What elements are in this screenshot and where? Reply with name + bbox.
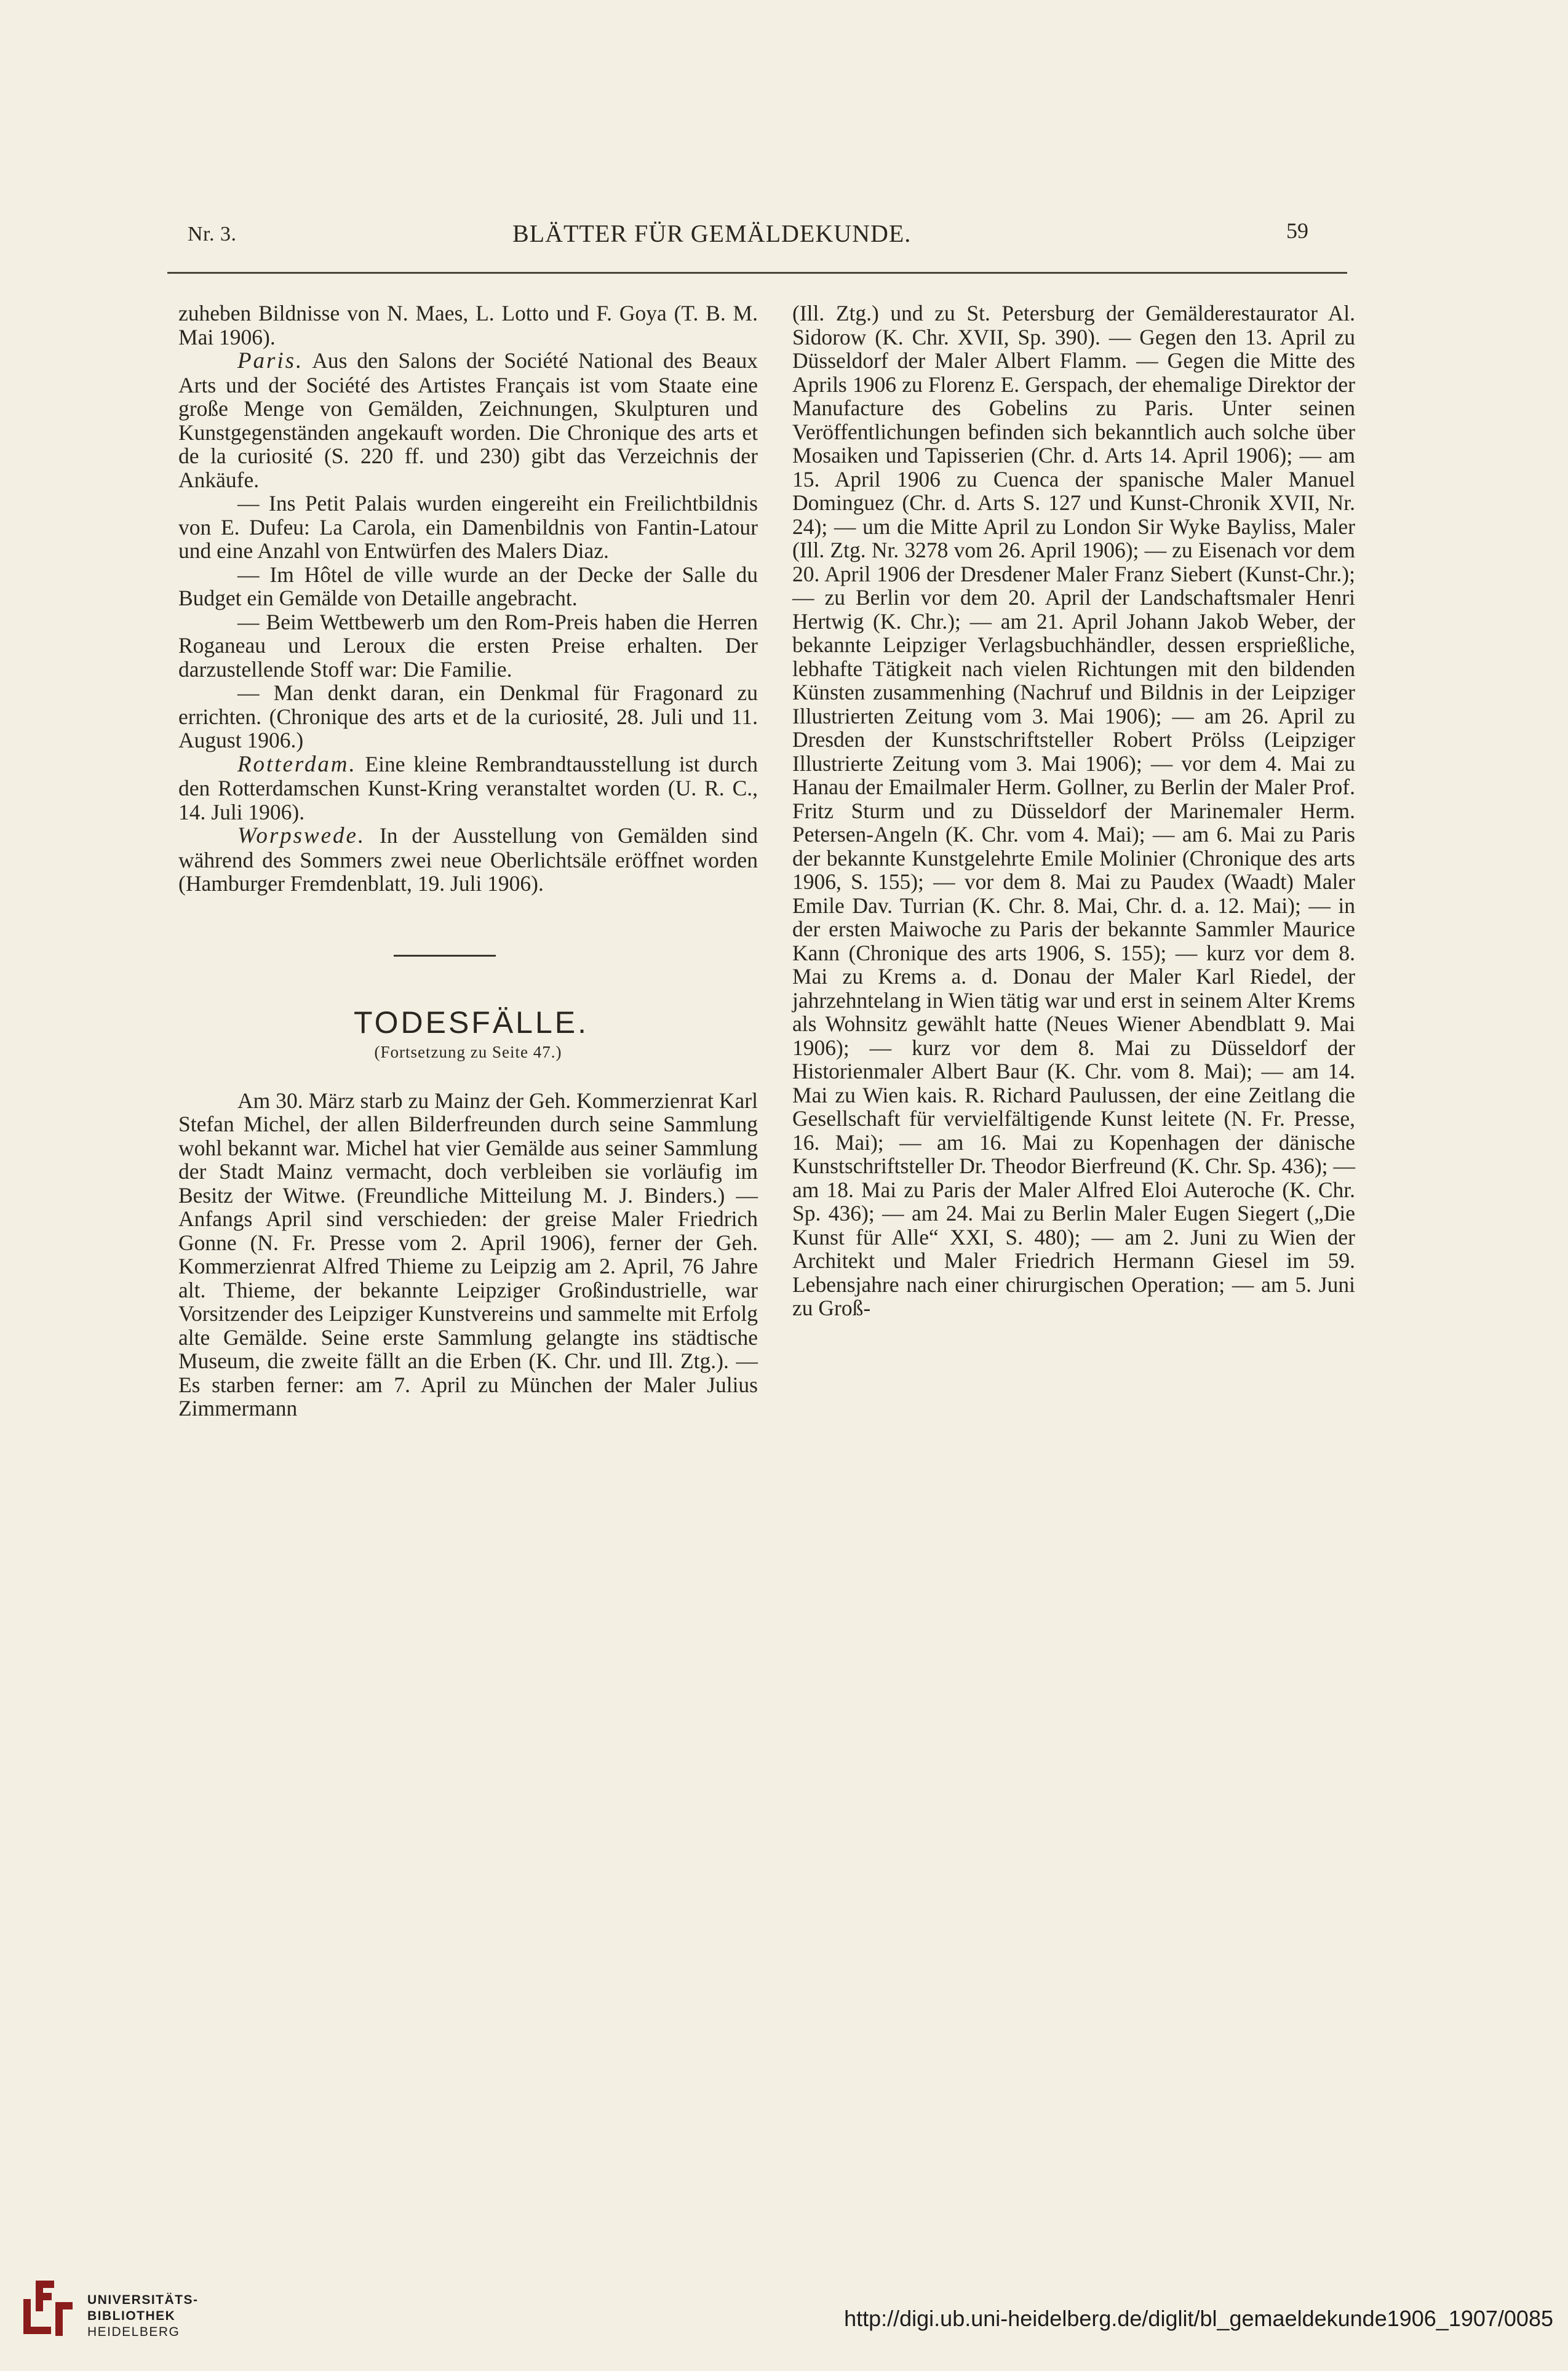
paris-text: Aus den Salons der Société National des Beaux Arts und der Société des Artistes Français ist vom Staate eine große Menge von Gemälden, Zeichnungen, Skulpturen und Kunstgegenständen angekauft worden. Die Chronique des arts et de la curiosité (S. 220 ff. und 230) gibt das Verzeichnis der Ankäufe. [178,348,758,492]
source-url-link[interactable]: http://digi.ub.uni-heidelberg.de/diglit/bl_gemaeldekunde1906_1907/0085 [844,2306,1553,2331]
place-heading-paris: Paris. [237,348,304,373]
library-name-line-2: BIBLIOTHEK [87,2309,176,2323]
left-paragraph-4: — Im Hôtel de ville wurde an der Decke der Salle du Budget ein Gemälde von Detaille angebracht. [178,562,758,610]
place-heading-worpswede: Worpswede. [237,823,366,848]
left-paragraph-3: — Ins Petit Palais wurden eingereiht ein Freilichtbildnis von E. Dufeu: La Carola, ein Damenbildnis von Fantin-Latour und eine Anzahl von Entwürfen des Malers Diaz. [178,491,758,563]
section-subtitle: (Fortsetzung zu Seite 47.) [374,1043,562,1061]
header-rule [167,272,1347,274]
paris-paragraph [178,349,758,492]
section-divider [394,955,496,957]
library-logo [17,2274,276,2348]
page-number: 59 [1286,218,1308,243]
library-name-line-1: UNIVERSITÄTS- [87,2293,199,2307]
left-paragraph-5: — Beim Wettbewerb um den Rom-Preis haben die Herren Roganeau und Leroux die ersten Preise erhalten. Der darzustellende Stoff war: Die Familie. [178,609,758,682]
issue-number: Nr. 3. [188,223,237,245]
left-column [178,301,758,1421]
right-column [792,301,1355,1320]
journal-title: BLÄTTER FÜR GEMÄLDEKUNDE. [512,220,912,247]
rotterdam-text: Eine kleine Rembrandtausstellung ist durch den Rotterdamschen Kunst-Kring veranstaltet worden (U. R. C., 14. Juli 1906). [178,751,758,824]
page-header [168,219,1349,256]
library-emblem-icon [17,2274,79,2342]
worpswede-text: In der Ausstellung von Gemälden sind während des Sommers zwei neue Oberlichtsäle eröffnet worden (Hamburger Fremdenblatt, 19. Juli 1906). [178,823,758,896]
place-heading-rotterdam: Rotterdam. [237,751,357,777]
right-paragraph-1: (Ill. Ztg.) und zu St. Petersburg der Gemälderestaurator Al. Sidorow (K. Chr. XVII, Sp. 390). — Gegen den 13. April zu Düsseldorf der Maler Albert Flamm. — Gegen die Mitte des Aprils 1906 zu Florenz E. Gerspach, der ehemalige Direktor der Manufacture des Gobelins zu Paris. Unter seinen Veröffentlichungen befinden sich bekanntlich auch solche über Mosaiken und Tapisserien (Chr. d. Arts 14. April 1906); — am 15. April 1906 zu Cuenca der spanische Maler Manuel Dominguez (Chr. d. Arts S. 127 und Kunst-Chronik XVII, Nr. 24); — um die Mitte April zu London Sir Wyke Bayliss, Maler (Ill. Ztg. Nr. 3278 vom 26. April 1906); — zu Eisenach vor dem 20. April 1906 der Dresdener Maler Franz Siebert (Kunst-Chr.); — zu Berlin vor dem 20. April der Landschaftsmaler Henri Hertwig (K. Chr.); — am 21. April Johann Jakob Weber, der bekannte Leipziger Verlagsbuchhändler, dessen ersprießliche, lebhafte Tätigkeit nach vielen Richtungen mit den bildenden Künsten zusammenhing (Nachruf und Bildnis in der Leipziger Illustrierten Zeitung vom 3. Mai 1906); — am 26. April zu Dresden der Kunstschriftsteller Robert Prölss (Leipziger Illustrierte Zeitung vom 3. Mai 1906); — vor dem 4. Mai zu Hanau der Emailmaler Herm. Gollner, zu Berlin der Maler Prof. Fritz Sturm und zu Düsseldorf der Marinemaler Herm. Petersen-Angeln (K. Chr. vom 4. Mai); — am 6. Mai zu Paris der bekannte Kunstgelehrte Emile Molinier (Chronique des arts 1906, S. 155); — vor dem 8. Mai zu Paudex (Waadt) Maler Emile Dav. Turrian (K. Chr. 8. Mai, Chr. d. a. 12. Mai); — in der ersten Maiwoche zu Paris der bekannte Sammler Maurice Kann (Chronique des arts 1906, S. 155); — kurz vor dem 8. Mai zu Krems a. d. Donau der Maler Karl Riedel, der jahrzehntelang in Wien tätig war und erst in seinem Alter Krems als Wohnsitz gewählt hatte (Neues Wiener Abendblatt 9. Mai 1906); — kurz vor dem 8. Mai zu Düsseldorf der Historienmaler Albert Baur (K. Chr. vom 8. Mai); — am 14. Mai zu Wien kais. R. Richard Paulussen, der eine Zeitlang die Gesellschaft für vervielfältigende Kunst leitete (N. Fr. Presse, 16. Mai); — am 16. Mai zu Kopenhagen der dänische Kunstschriftsteller Dr. Theodor Bierfreund (K. Chr. Sp. 436); — am 18. Mai zu Paris der Maler Alfred Eloi Auteroche (K. Chr. Sp. 436); — am 24. Mai zu Berlin Maler Eugen Siegert („Die Kunst für Alle“ XXI, S. 480); — am 2. Juni zu Wien der Architekt und Maler Friedrich Hermann Giesel im 59. Lebensjahre nach einer chirurgischen Operation; — am 5. Juni zu Groß- [792,301,1355,1320]
left-paragraph-6: — Man denkt daran, ein Denkmal für Fragonard zu errichten. (Chronique des arts et de la curiosité, 28. Juli und 11. August 1906.) [178,680,758,752]
library-name-line-3: HEIDELBERG [87,2325,180,2339]
worpswede-paragraph [178,824,758,896]
section-title: TODESFÄLLE. [353,1005,589,1040]
rotterdam-paragraph [178,752,758,824]
left-paragraph-1: zuheben Bildnisse von N. Maes, L. Lotto und F. Goya (T. B. M. Mai 1906). [178,301,758,349]
obituary-paragraph: Am 30. März starb zu Mainz der Geh. Kommerzienrat Karl Stefan Michel, der allen Bilderfreunden durch seine Sammlung wohl bekannt war. Michel hat vier Gemälde aus seiner Sammlung der Stadt Mainz vermacht, doch verbleiben sie vorläufig im Besitz der Witwe. (Freundliche Mitteilung M. J. Binders.) — Anfangs April sind verschieden: der greise Maler Friedrich Gonne (N. Fr. Presse vom 2. April 1906), ferner der Geh. Kommerzienrat Alfred Thieme zu Leipzig am 2. April, 76 Jahre alt. Thieme, der bekannte Leipziger Großindustrielle, war Vorsitzender des Leipziger Kunstvereins und sammelte mit Erfolg alte Gemälde. Seine erste Sammlung gelangte ins städtische Museum, die zweite fällt an die Erben (K. Chr. und Ill. Ztg.). — Es starben ferner: am 7. April zu München der Maler Julius Zimmermann [178,1088,758,1421]
